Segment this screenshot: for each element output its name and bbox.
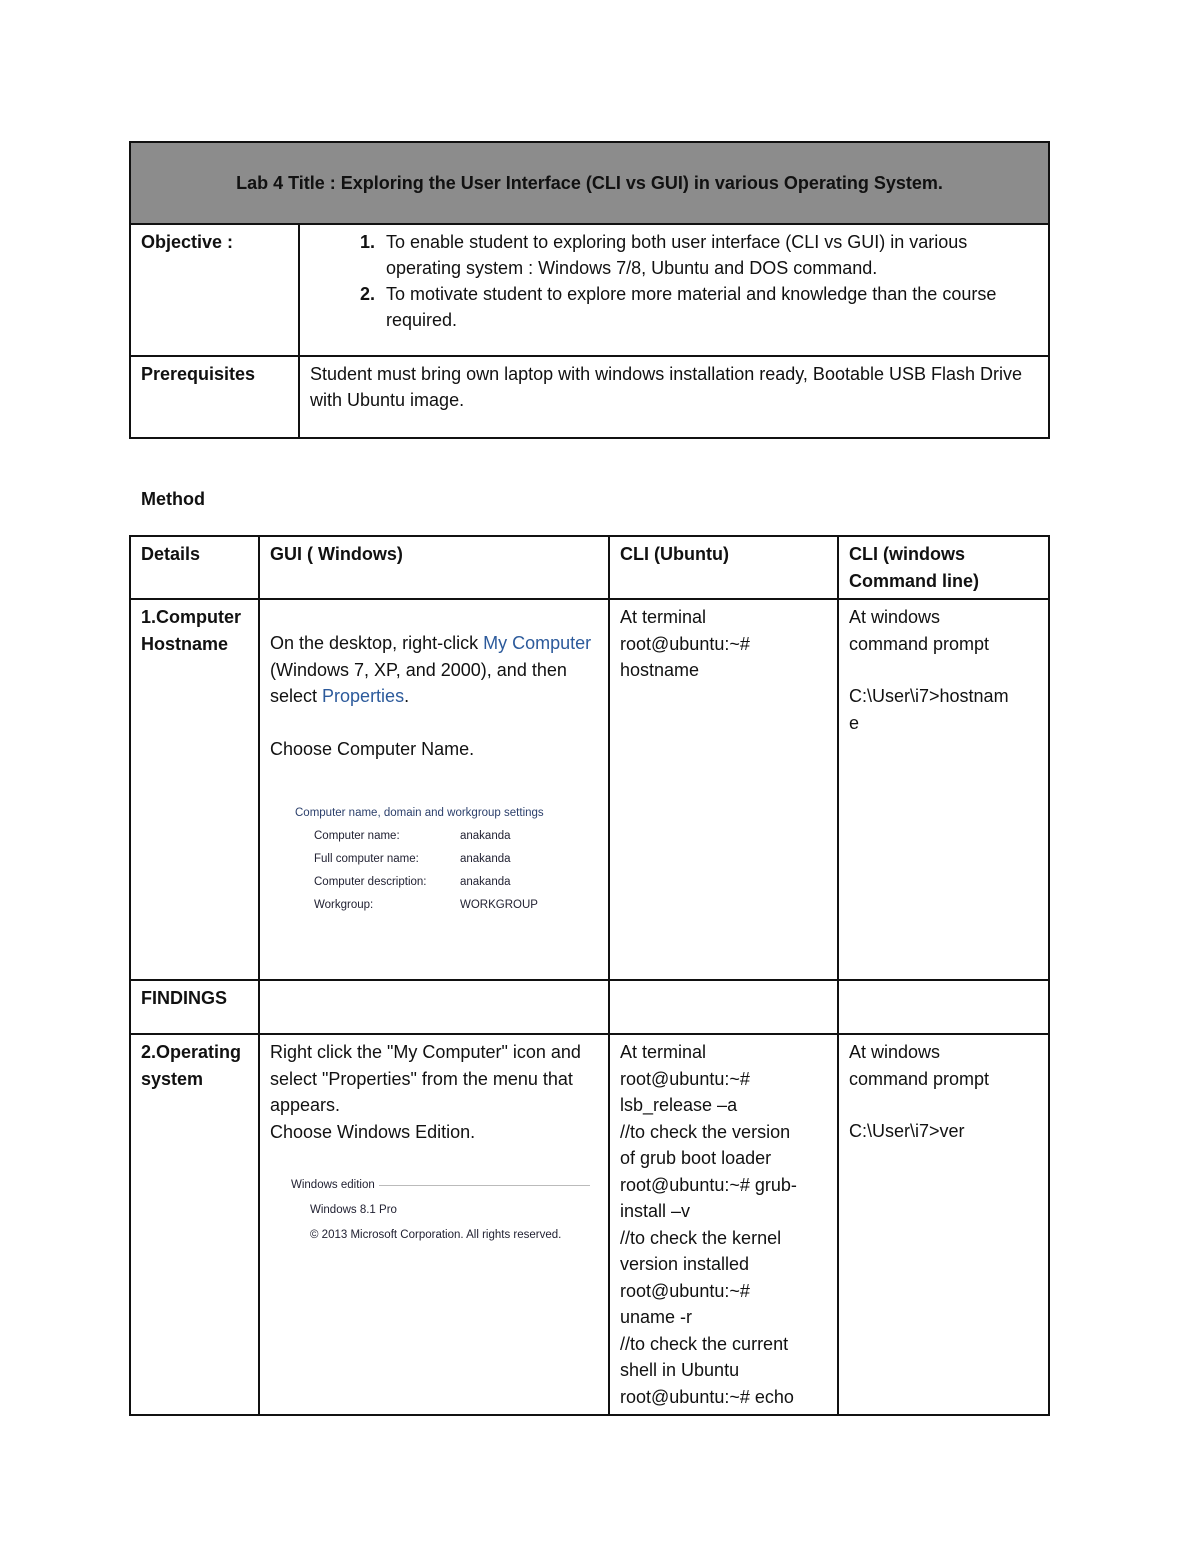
edition-header: [291, 1173, 590, 1198]
detail-line: system: [141, 1068, 204, 1089]
table-row: [130, 599, 1049, 980]
objective-item: 1. To enable student to exploring both user interface (CLI vs GUI) in various operating system : Windows 7/8, Ubuntu and DOS command.: [380, 229, 1038, 281]
cli-line: shell in Ubuntu: [620, 1360, 740, 1380]
my-computer-link[interactable]: My Computer: [483, 633, 592, 653]
cli-line: At terminal: [620, 607, 707, 627]
cli-line: //to check the version: [620, 1121, 791, 1142]
settings-key: Computer description:: [314, 876, 427, 888]
cli-windows-cell: [838, 1034, 1049, 1415]
gui-windows-cell: [259, 1034, 609, 1415]
method-heading: Method: [141, 489, 205, 509]
settings-title: Computer name, domain and workgroup settings: [295, 807, 544, 819]
findings-label: FINDINGS: [130, 980, 259, 1034]
settings-row: [295, 825, 598, 848]
cli-ubuntu-cell: [609, 1034, 838, 1415]
column-header: CLI (Ubuntu): [609, 536, 838, 599]
settings-row: [295, 848, 598, 871]
cli-line: lsb_release –a: [620, 1095, 738, 1115]
lab-title: Lab 4 Title : Exploring the User Interface (CLI vs GUI) in various Operating System.: [130, 142, 1049, 224]
cli-line: //to check the kernel: [620, 1227, 782, 1248]
findings-row: [130, 980, 1049, 1034]
cli-windows-cell: [838, 599, 1049, 980]
settings-key: Full computer name:: [314, 853, 419, 865]
cli-line: At windows: [849, 1042, 941, 1062]
cli-line: version installed: [620, 1254, 750, 1274]
settings-key: Computer name:: [314, 830, 400, 842]
detail-operating-system: [130, 1034, 259, 1415]
copyright-text: © 2013 Microsoft Corporation. All rights reserved.: [310, 1229, 562, 1241]
cli-command: C:\User\i7>ver: [849, 1121, 965, 1141]
cli-line: root@ubuntu:~#: [620, 1280, 750, 1301]
windows-edition-screenshot: [291, 1173, 590, 1248]
detail-line: 2.Operating: [141, 1042, 242, 1062]
objective-label: Objective :: [130, 224, 299, 356]
settings-value: WORKGROUP: [460, 899, 538, 911]
divider: [379, 1185, 590, 1186]
findings-gui-cell: [259, 980, 609, 1034]
cli-line: uname -r: [620, 1307, 693, 1327]
gui-text: .: [404, 686, 410, 706]
objective-item: 2. To motivate student to explore more material and knowledge than the course required.: [380, 281, 1038, 333]
prerequisites-text: Student must bring own laptop with windows installation ready, Bootable USB Flash Drive with Ubuntu image.: [299, 356, 1049, 438]
gui-instructions: [270, 630, 598, 710]
cli-line: root@ubuntu:~# grub-: [620, 1174, 797, 1195]
settings-row: [295, 894, 598, 917]
cli-line: //to check the current: [620, 1333, 789, 1354]
findings-ubuntu-cell: [609, 980, 838, 1034]
cli-line: At windows: [849, 607, 941, 627]
gui-instructions: Right click the "My Computer" icon and select "Properties" from the menu that appears.: [270, 1042, 581, 1115]
cli-line: command prompt: [849, 633, 990, 654]
cli-command: e: [849, 712, 860, 733]
gui-text: On the desktop, right-click: [270, 633, 484, 653]
cli-line: command prompt: [849, 1068, 990, 1089]
cli-line: install –v: [620, 1201, 691, 1221]
edition-value: Windows 8.1 Pro: [310, 1204, 397, 1216]
properties-link[interactable]: Properties: [322, 686, 405, 706]
cli-line: of grub boot loader: [620, 1148, 772, 1168]
settings-value: anakanda: [460, 876, 511, 888]
table-header-row: [130, 536, 1049, 599]
settings-value: anakanda: [460, 830, 511, 842]
cli-line: root@ubuntu:~#: [620, 1068, 750, 1089]
objective-list: [310, 229, 1038, 333]
settings-key: Workgroup:: [314, 899, 374, 911]
table-row: [130, 1034, 1049, 1415]
settings-row: [295, 871, 598, 894]
detail-computer-hostname: 1.Computer Hostname: [130, 599, 259, 980]
column-header: Details: [130, 536, 259, 599]
cli-line: root@ubuntu:~#: [620, 633, 750, 654]
gui-choose-text: Choose Windows Edition.: [270, 1121, 476, 1142]
prerequisites-label: Prerequisites: [130, 356, 299, 438]
gui-windows-cell: [259, 599, 609, 980]
method-table: [129, 535, 1050, 1416]
cli-line: At terminal: [620, 1042, 707, 1062]
objective-cell: [299, 224, 1049, 356]
settings-value: anakanda: [460, 853, 511, 865]
lab-header-table: [129, 141, 1050, 439]
gui-text: (Windows 7, XP, and 2000), and then select: [270, 659, 567, 706]
cli-line: hostname: [620, 660, 700, 680]
cli-line: root@ubuntu:~# echo: [620, 1386, 794, 1407]
column-header: CLI (windows Command line): [838, 536, 1049, 599]
findings-win-cli-cell: [838, 980, 1049, 1034]
computer-name-settings-screenshot: [295, 802, 598, 917]
edition-title: Windows edition: [291, 1179, 375, 1191]
cli-ubuntu-cell: [609, 599, 838, 980]
column-header: GUI ( Windows): [259, 536, 609, 599]
gui-choose-text: Choose Computer Name.: [270, 738, 475, 759]
cli-command: C:\User\i7>hostnam: [849, 686, 1009, 706]
